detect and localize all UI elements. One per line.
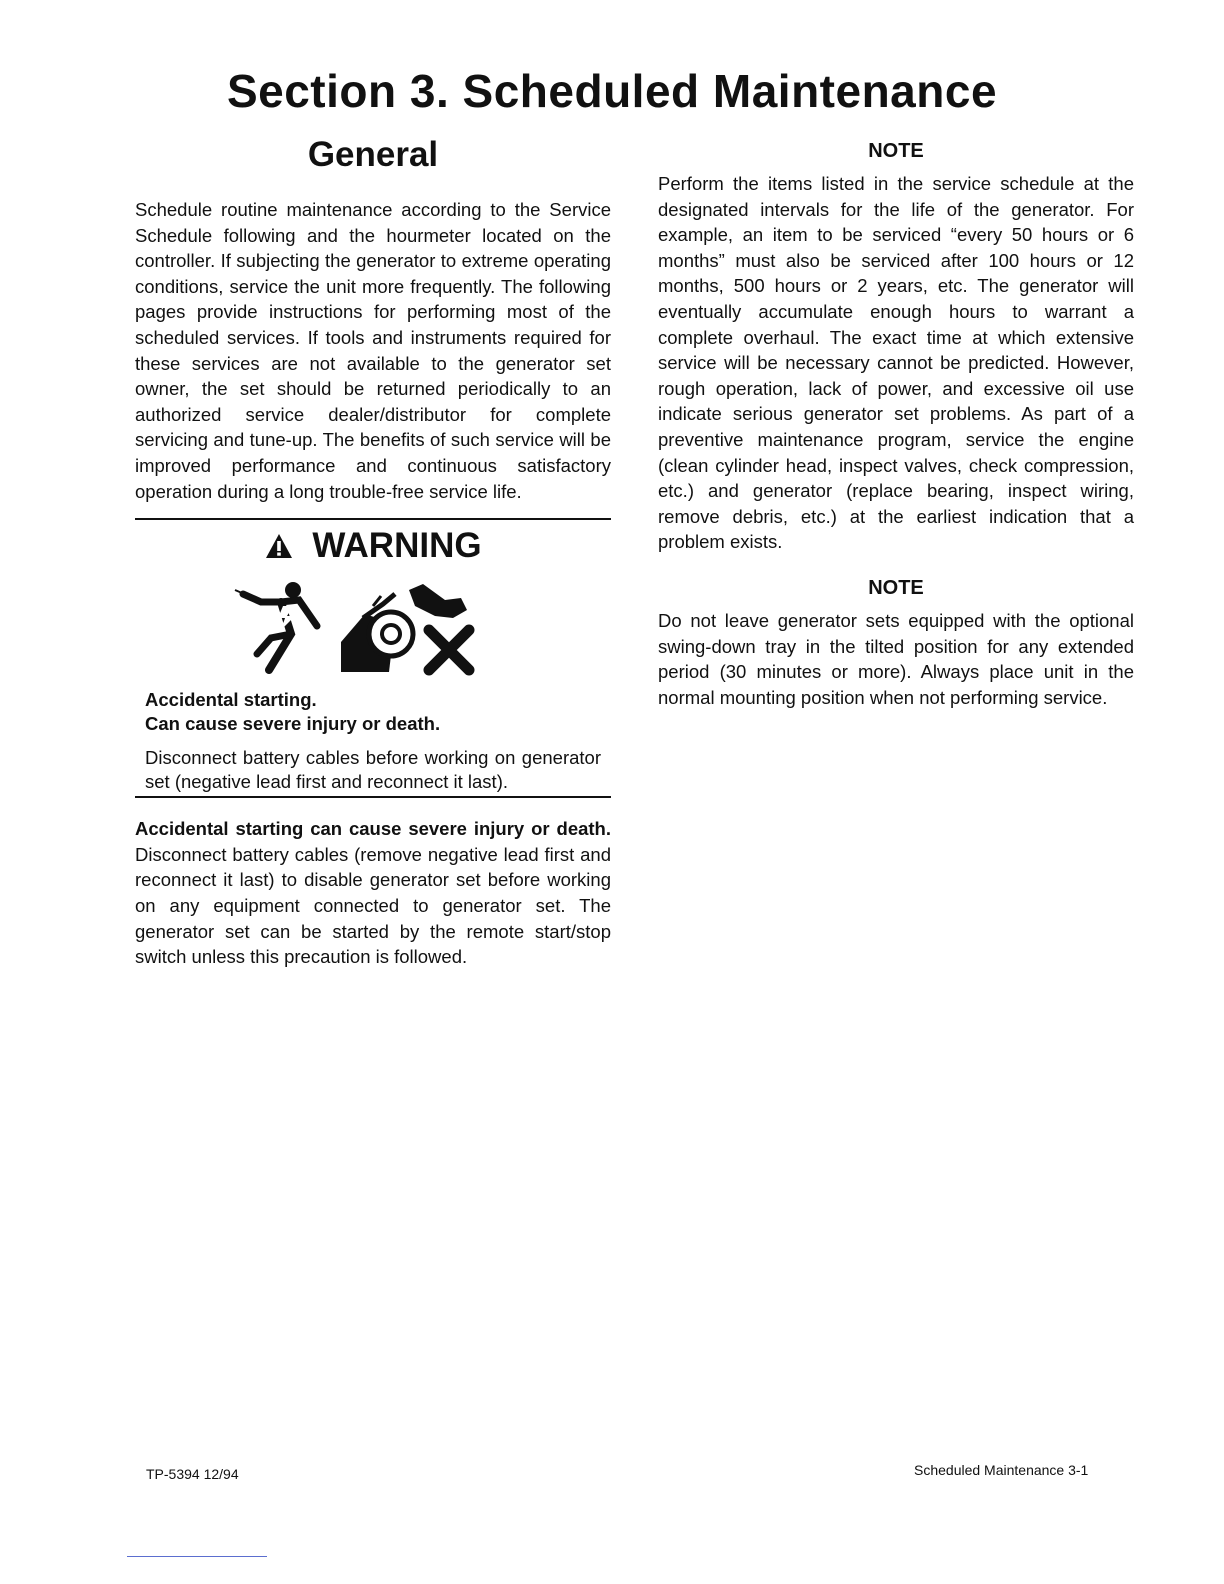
- warning-hazard-line1: Accidental starting.: [145, 689, 317, 711]
- page-title: Section 3. Scheduled Maintenance: [226, 65, 998, 117]
- accidental-starting-bold: Accidental starting can cause severe injury or death.: [135, 818, 611, 840]
- hazard-pictograms: [223, 576, 523, 676]
- warning-box: [135, 518, 611, 798]
- note-heading-2: NOTE: [868, 576, 924, 599]
- note-heading-1: NOTE: [868, 140, 924, 162]
- warning-header: [145, 526, 601, 566]
- moving-parts-icon: [341, 594, 413, 672]
- warning-triangle-icon: [264, 532, 294, 560]
- note-spacer: [658, 555, 1134, 577]
- note-paragraph-2: Do not leave generator sets equipped with the optional swing-down tray in the tilted position for any extended period (30 minutes or more). Always place unit in the normal mounting position when not performing service.: [658, 609, 1134, 708]
- note-paragraph-1: Perform the items listed in the service schedule at the designated intervals for the life of the generator. For example, an item to be serviced “every 50 hours or 6 months” must also be serviced after 100 hours or 12 months, 500 hours or 2 years, etc. The generator will eventually accumulate enough hours to warrant a complete overhaul. The exact time at which extensive service will be necessary cannot be predicted. However, rough operation, lack of power, and excessive oil use indicate serious generator set problems. As part of a preventive maintenance program, service the engine (clean cylinder head, inspect valves, check compression, etc.) and generator (replace bearing, inspect wiring, remove debris, etc.) at the earliest indication that a problem exists.: [658, 173, 1134, 553]
- footer-doc-id: TP-5394 12/94: [146, 1466, 239, 1482]
- electric-shock-icon: [235, 582, 317, 670]
- warning-hazard-line2: Can cause severe injury or death.: [145, 713, 441, 735]
- left-column: [135, 135, 611, 970]
- general-paragraph: Schedule routine maintenance according to the Service Schedule following and the hourmeter located on the controller. If subjecting the generator to extreme operating conditions, service the unit more frequently. The following pages provide instructions for performing most of the scheduled services. If tools and instruments required for these services are not available to the generator set owner, the set should be returned periodically to an authorized service dealer/distributor for complete servicing and tune-up. The benefits of such service will be improved performance and continuous satisfactory operation during a long trouble-free service life.: [135, 199, 611, 502]
- right-column: [658, 140, 1134, 710]
- section-heading-general: General: [307, 135, 439, 174]
- footer-page-label: Scheduled Maintenance 3-1: [914, 1462, 1089, 1478]
- warning-title: WARNING: [312, 526, 482, 566]
- hazard-icons: [145, 576, 601, 676]
- footer-rule: [127, 1556, 267, 1557]
- warning-instruction: Disconnect battery cables before working on generator set (negative lead first and reconnect it last).: [145, 747, 601, 793]
- no-hand-icon: [409, 584, 469, 670]
- accidental-starting-text: Disconnect battery cables (remove negative lead first and reconnect it last) to disable generator set before working on any equipment connected to generator set. The generator set can be started by the remote start/stop switch unless this precaution is followed.: [135, 843, 611, 968]
- accidental-starting-paragraph: [135, 816, 611, 970]
